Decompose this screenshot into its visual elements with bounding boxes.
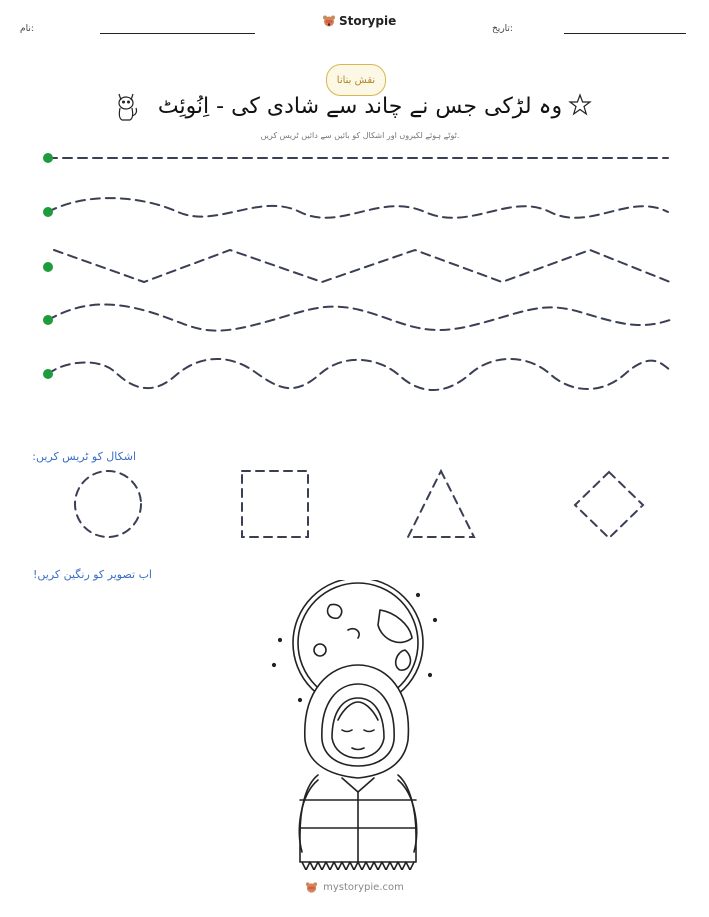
activity-badge: نقش بنانا xyxy=(326,64,386,96)
start-dot-1 xyxy=(43,153,53,163)
start-dot-2 xyxy=(43,207,53,217)
start-dot-5 xyxy=(43,369,53,379)
brand-logo xyxy=(322,14,396,28)
coloring-label: اب تصویر کو رنگین کریں! xyxy=(32,568,152,581)
trace-line-5[interactable] xyxy=(48,359,670,390)
bear-icon xyxy=(305,881,318,894)
trace-circle[interactable] xyxy=(75,471,141,537)
footer-site: mystorypie.com xyxy=(323,882,404,893)
trace-diamond[interactable] xyxy=(575,472,643,538)
trace-line-3[interactable] xyxy=(54,250,670,282)
date-field-line xyxy=(564,33,686,34)
trace-line-4[interactable] xyxy=(48,304,670,330)
shapes-label: اشکال کو ٹریس کریں: xyxy=(32,450,136,463)
start-dot-4 xyxy=(43,315,53,325)
trace-square[interactable] xyxy=(242,471,308,537)
worksheet-title: وہ لڑکی جس نے چاند سے شادی کی - اِنُوئِٹ xyxy=(157,94,563,119)
trace-triangle[interactable] xyxy=(408,471,474,537)
date-label: تاریخ: xyxy=(492,24,513,34)
tracing-shapes xyxy=(60,465,660,545)
brand-name: Storypie xyxy=(339,14,397,28)
instructions-text: ٹوٹے ہوئے لکیروں اور اشکال کو بائیں سے دائیں ٹریس کریں. xyxy=(260,131,460,140)
name-label: نام: xyxy=(20,24,34,34)
coloring-picture[interactable] xyxy=(260,580,450,870)
tracing-lines xyxy=(0,140,709,400)
footer xyxy=(0,881,709,894)
trace-line-2[interactable] xyxy=(48,198,668,218)
name-field-line xyxy=(100,33,255,34)
cat-icon xyxy=(112,88,140,122)
start-dot-3 xyxy=(43,262,53,272)
bear-icon xyxy=(322,14,336,28)
star-icon xyxy=(568,93,592,117)
